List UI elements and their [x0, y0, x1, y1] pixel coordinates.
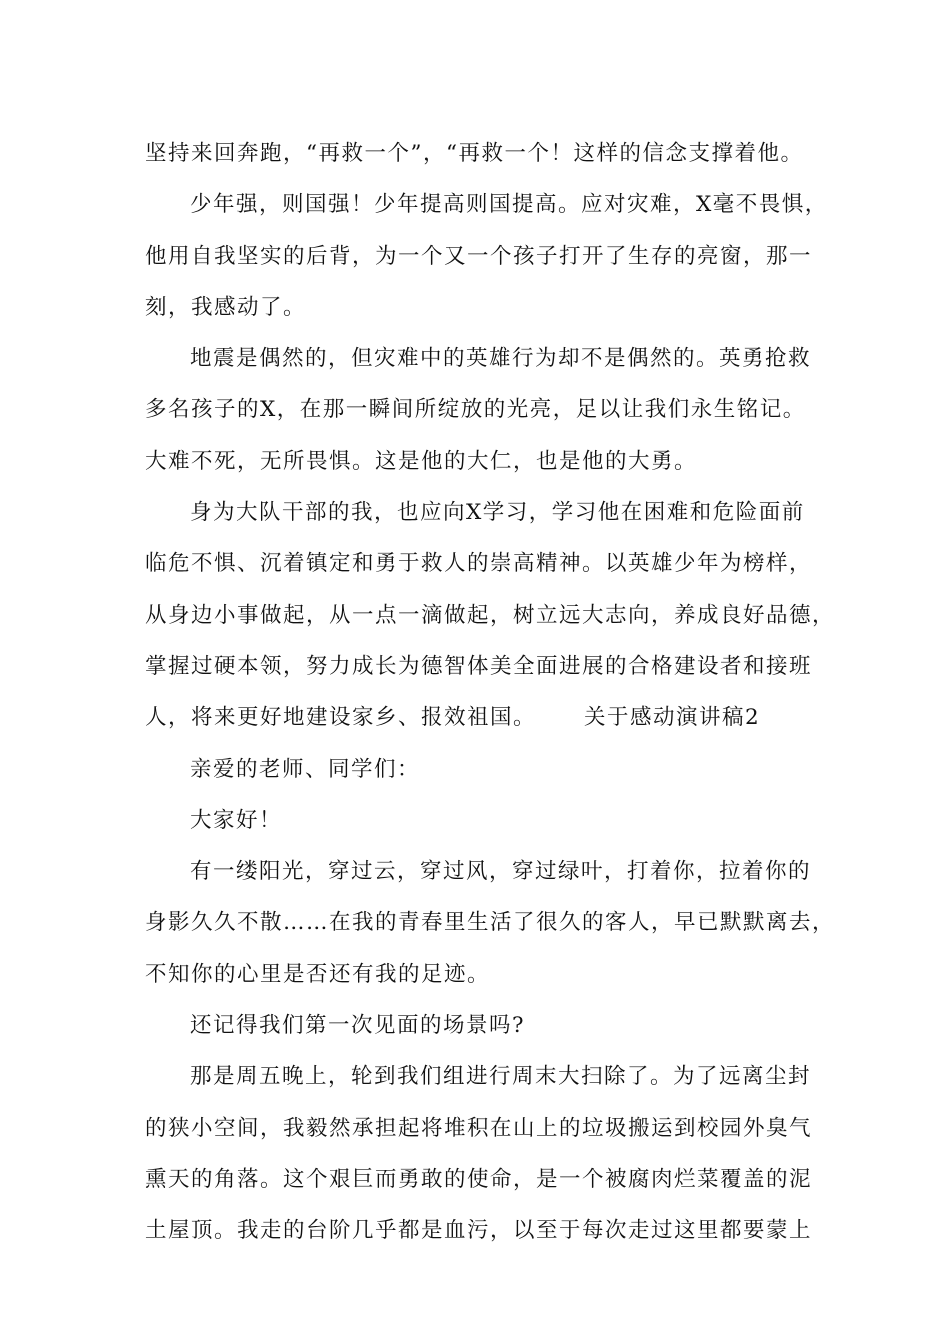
text-line: 不知你的心里是否还有我的足迹。	[145, 961, 491, 987]
document-body	[145, 128, 835, 1257]
text-line: 熏天的角落。这个艰巨而勇敢的使命，是一个被腐肉烂菜覆盖的泥	[145, 1166, 813, 1192]
text-line: 临危不惧、沉着镇定和勇于救人的崇高精神。以英雄少年为榜样，	[145, 551, 813, 577]
paragraph-start-line: 地震是偶然的，但灾难中的英雄行为却不是偶然的。英勇抢救	[190, 346, 812, 372]
text-line: 掌握过硬本领，努力成长为德智体美全面进展的合格建设者和接班	[145, 653, 813, 679]
text-fragment: 人，将来更好地建设家乡、报效祖国。	[145, 705, 537, 731]
text-line: 多名孩子的X，在那一瞬间所绽放的光亮，足以让我们永生铭记。	[145, 397, 806, 423]
text-line: 从身边小事做起，从一点一滴做起，树立远大志向，养成良好品德，	[145, 602, 836, 628]
text-line: 刻，我感动了。	[145, 294, 307, 320]
text-line-with-heading	[145, 692, 835, 743]
text-line: 土屋顶。我走的台阶几乎都是血污，以至于每次走过这里都要蒙上	[145, 1218, 813, 1244]
paragraph-start-line: 身为大队干部的我，也应向X学习，学习他在困难和危险面前	[190, 500, 805, 526]
text-line: 的狭小空间，我毅然承担起将堆积在山上的垃圾搬运到校园外臭气	[145, 1115, 813, 1141]
text-line: 身影久久不散……在我的青春里生活了很久的客人，早已默默离去，	[145, 910, 836, 936]
paragraph-start-line: 那是周五晚上，轮到我们组进行周末大扫除了。为了远离尘封	[190, 1064, 812, 1090]
salutation: 亲爱的老师、同学们：	[190, 756, 421, 782]
text-line: 大难不死，无所畏惧。这是他的大仁，也是他的大勇。	[145, 448, 698, 474]
paragraph-start-line: 少年强，则国强！少年提高则国提高。应对灾难，X毫不畏惧，	[190, 192, 828, 218]
text-line: 他用自我坚实的后背，为一个又一个孩子打开了生存的亮窗，那一	[145, 243, 813, 269]
paragraph-start-line: 有一缕阳光，穿过云，穿过风，穿过绿叶，打着你，拉着你的	[190, 859, 812, 885]
greeting: 大家好！	[190, 807, 283, 833]
text-line: 坚持来回奔跑，“再救一个”，“再救一个！这样的信念支撑着他。	[145, 141, 804, 166]
speech-title: 关于感动演讲稿2	[584, 705, 761, 731]
paragraph-start-line: 还记得我们第一次见面的场景吗?	[190, 1013, 526, 1039]
